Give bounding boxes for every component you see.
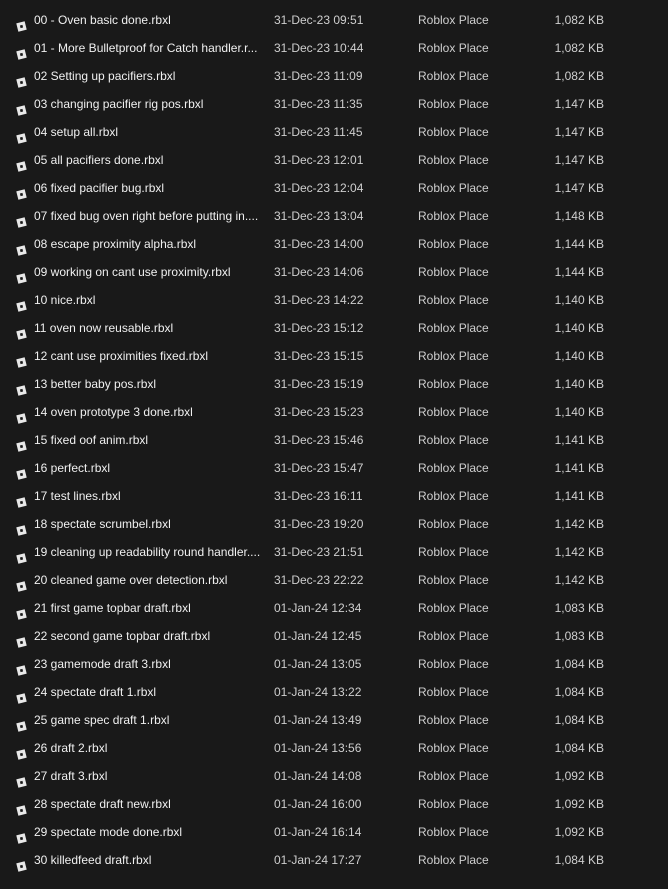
file-size: 1,144 KB: [554, 265, 604, 279]
roblox-file-icon: [16, 42, 27, 53]
roblox-file-icon: [16, 238, 27, 249]
file-type: Roblox Place: [418, 405, 489, 419]
file-row[interactable]: [0, 650, 668, 678]
roblox-file-icon: [16, 434, 27, 445]
file-type: Roblox Place: [418, 69, 489, 83]
file-date-modified: 31-Dec-23 15:19: [274, 377, 364, 391]
file-name: 22 second game topbar draft.rbxl: [34, 629, 211, 643]
file-type: Roblox Place: [418, 349, 489, 363]
file-name: 09 working on cant use proximity.rbxl: [34, 265, 231, 279]
file-row[interactable]: [0, 230, 668, 258]
file-type: Roblox Place: [418, 797, 489, 811]
file-type: Roblox Place: [418, 825, 489, 839]
file-size: 1,147 KB: [554, 181, 604, 195]
file-name: 19 cleaning up readability round handler....: [34, 545, 261, 559]
file-type: Roblox Place: [418, 181, 489, 195]
file-name: 12 cant use proximities fixed.rbxl: [34, 349, 209, 363]
file-row[interactable]: [0, 482, 668, 510]
file-row[interactable]: [0, 398, 668, 426]
file-name: 23 gamemode draft 3.rbxl: [34, 657, 171, 671]
file-name: 08 escape proximity alpha.rbxl: [34, 237, 197, 251]
file-row[interactable]: [0, 62, 668, 90]
file-type: Roblox Place: [418, 713, 489, 727]
file-date-modified: 31-Dec-23 22:22: [274, 573, 364, 587]
file-date-modified: 01-Jan-24 17:27: [274, 853, 362, 867]
roblox-file-icon: [16, 406, 27, 417]
roblox-file-icon: [16, 826, 27, 837]
roblox-file-icon: [16, 378, 27, 389]
file-date-modified: 31-Dec-23 14:00: [274, 237, 364, 251]
file-date-modified: 31-Dec-23 15:23: [274, 405, 364, 419]
roblox-file-icon: [16, 294, 27, 305]
file-size: 1,140 KB: [554, 349, 604, 363]
file-name: 26 draft 2.rbxl: [34, 741, 108, 755]
file-row[interactable]: [0, 622, 668, 650]
file-row[interactable]: [0, 314, 668, 342]
file-name: 25 game spec draft 1.rbxl: [34, 713, 170, 727]
file-date-modified: 31-Dec-23 10:44: [274, 41, 364, 55]
roblox-file-icon: [16, 770, 27, 781]
file-name: 04 setup all.rbxl: [34, 125, 119, 139]
roblox-file-icon: [16, 798, 27, 809]
roblox-file-icon: [16, 266, 27, 277]
roblox-file-icon: [16, 854, 27, 865]
file-date-modified: 31-Dec-23 19:20: [274, 517, 364, 531]
file-type: Roblox Place: [418, 97, 489, 111]
file-type: Roblox Place: [418, 237, 489, 251]
file-row[interactable]: [0, 818, 668, 846]
file-row[interactable]: [0, 34, 668, 62]
file-row[interactable]: [0, 734, 668, 762]
file-size: 1,141 KB: [554, 489, 604, 503]
roblox-file-icon: [16, 630, 27, 641]
file-row[interactable]: [0, 454, 668, 482]
file-date-modified: 31-Dec-23 21:51: [274, 545, 364, 559]
file-date-modified: 01-Jan-24 12:34: [274, 601, 362, 615]
file-row[interactable]: [0, 762, 668, 790]
file-size: 1,142 KB: [554, 573, 604, 587]
file-row[interactable]: [0, 258, 668, 286]
file-size: 1,083 KB: [554, 629, 604, 643]
file-type: Roblox Place: [418, 573, 489, 587]
file-size: 1,092 KB: [554, 797, 604, 811]
file-name: 05 all pacifiers done.rbxl: [34, 153, 164, 167]
file-size: 1,147 KB: [554, 97, 604, 111]
file-row[interactable]: [0, 90, 668, 118]
roblox-file-icon: [16, 182, 27, 193]
file-row[interactable]: [0, 678, 668, 706]
file-size: 1,148 KB: [554, 209, 604, 223]
file-date-modified: 31-Dec-23 14:22: [274, 293, 364, 307]
file-list: [0, 6, 668, 874]
file-name: 20 cleaned game over detection.rbxl: [34, 573, 228, 587]
file-size: 1,084 KB: [554, 685, 604, 699]
file-type: Roblox Place: [418, 769, 489, 783]
file-date-modified: 01-Jan-24 13:49: [274, 713, 362, 727]
roblox-file-icon: [16, 658, 27, 669]
roblox-file-icon: [16, 518, 27, 529]
roblox-file-icon: [16, 126, 27, 137]
roblox-file-icon: [16, 686, 27, 697]
roblox-file-icon: [16, 154, 27, 165]
file-name: 18 spectate scrumbel.rbxl: [34, 517, 171, 531]
roblox-file-icon: [16, 742, 27, 753]
file-date-modified: 01-Jan-24 13:56: [274, 741, 362, 755]
roblox-file-icon: [16, 714, 27, 725]
file-size: 1,084 KB: [554, 657, 604, 671]
roblox-file-icon: [16, 98, 27, 109]
file-name: 16 perfect.rbxl: [34, 461, 111, 475]
file-type: Roblox Place: [418, 517, 489, 531]
roblox-file-icon: [16, 70, 27, 81]
file-date-modified: 31-Dec-23 11:09: [274, 69, 363, 83]
roblox-file-icon: [16, 602, 27, 613]
file-name: 24 spectate draft 1.rbxl: [34, 685, 157, 699]
file-size: 1,092 KB: [554, 769, 604, 783]
file-type: Roblox Place: [418, 125, 489, 139]
file-row[interactable]: [0, 538, 668, 566]
file-size: 1,147 KB: [554, 153, 604, 167]
file-name: 01 - More Bulletproof for Catch handler.r...: [34, 41, 258, 55]
file-name: 27 draft 3.rbxl: [34, 769, 108, 783]
file-date-modified: 31-Dec-23 14:06: [274, 265, 364, 279]
file-size: 1,084 KB: [554, 713, 604, 727]
file-name: 21 first game topbar draft.rbxl: [34, 601, 191, 615]
file-type: Roblox Place: [418, 293, 489, 307]
file-date-modified: 31-Dec-23 15:47: [274, 461, 364, 475]
file-size: 1,140 KB: [554, 321, 604, 335]
file-type: Roblox Place: [418, 377, 489, 391]
file-date-modified: 01-Jan-24 16:00: [274, 797, 362, 811]
file-date-modified: 31-Dec-23 11:45: [274, 125, 363, 139]
file-name: 07 fixed bug oven right before putting in....: [34, 209, 259, 223]
file-date-modified: 31-Dec-23 13:04: [274, 209, 364, 223]
file-row[interactable]: [0, 174, 668, 202]
roblox-file-icon: [16, 14, 27, 25]
file-name: 28 spectate draft new.rbxl: [34, 797, 171, 811]
file-type: Roblox Place: [418, 209, 489, 223]
file-size: 1,082 KB: [554, 41, 604, 55]
file-name: 02 Setting up pacifiers.rbxl: [34, 69, 176, 83]
file-size: 1,084 KB: [554, 741, 604, 755]
file-date-modified: 31-Dec-23 15:46: [274, 433, 364, 447]
file-date-modified: 01-Jan-24 13:22: [274, 685, 362, 699]
file-type: Roblox Place: [418, 741, 489, 755]
file-date-modified: 01-Jan-24 13:05: [274, 657, 362, 671]
file-type: Roblox Place: [418, 321, 489, 335]
file-size: 1,084 KB: [554, 853, 604, 867]
file-name: 29 spectate mode done.rbxl: [34, 825, 183, 839]
file-type: Roblox Place: [418, 41, 489, 55]
file-date-modified: 01-Jan-24 12:45: [274, 629, 362, 643]
file-size: 1,142 KB: [554, 517, 604, 531]
file-name: 10 nice.rbxl: [34, 293, 96, 307]
roblox-file-icon: [16, 574, 27, 585]
file-type: Roblox Place: [418, 461, 489, 475]
file-size: 1,140 KB: [554, 377, 604, 391]
file-row[interactable]: [0, 426, 668, 454]
file-row[interactable]: [0, 566, 668, 594]
file-name: 15 fixed oof anim.rbxl: [34, 433, 149, 447]
file-row[interactable]: [0, 594, 668, 622]
file-type: Roblox Place: [418, 153, 489, 167]
roblox-file-icon: [16, 546, 27, 557]
file-type: Roblox Place: [418, 601, 489, 615]
file-name: 30 killedfeed draft.rbxl: [34, 853, 152, 867]
file-date-modified: 31-Dec-23 15:15: [274, 349, 364, 363]
file-row[interactable]: [0, 146, 668, 174]
file-row[interactable]: [0, 342, 668, 370]
file-name: 00 - Oven basic done.rbxl: [34, 13, 171, 27]
file-date-modified: 31-Dec-23 16:11: [274, 489, 363, 503]
file-date-modified: 31-Dec-23 11:35: [274, 97, 363, 111]
file-row[interactable]: [0, 6, 668, 34]
file-size: 1,082 KB: [554, 69, 604, 83]
file-type: Roblox Place: [418, 853, 489, 867]
file-name: 11 oven now reusable.rbxl: [34, 321, 174, 335]
file-type: Roblox Place: [418, 545, 489, 559]
file-row[interactable]: [0, 370, 668, 398]
file-type: Roblox Place: [418, 265, 489, 279]
file-row[interactable]: [0, 118, 668, 146]
file-row[interactable]: [0, 790, 668, 818]
file-name: 13 better baby pos.rbxl: [34, 377, 157, 391]
file-type: Roblox Place: [418, 629, 489, 643]
file-size: 1,142 KB: [554, 545, 604, 559]
file-size: 1,147 KB: [554, 125, 604, 139]
file-name: 14 oven prototype 3 done.rbxl: [34, 405, 193, 419]
file-date-modified: 01-Jan-24 16:14: [274, 825, 362, 839]
file-date-modified: 31-Dec-23 12:01: [274, 153, 364, 167]
file-row[interactable]: [0, 202, 668, 230]
file-type: Roblox Place: [418, 433, 489, 447]
file-date-modified: 31-Dec-23 15:12: [274, 321, 364, 335]
file-type: Roblox Place: [418, 489, 489, 503]
roblox-file-icon: [16, 210, 27, 221]
roblox-file-icon: [16, 350, 27, 361]
file-name: 17 test lines.rbxl: [34, 489, 121, 503]
roblox-file-icon: [16, 462, 27, 473]
file-size: 1,140 KB: [554, 405, 604, 419]
file-date-modified: 31-Dec-23 12:04: [274, 181, 364, 195]
file-date-modified: 31-Dec-23 09:51: [274, 13, 364, 27]
file-name: 06 fixed pacifier bug.rbxl: [34, 181, 165, 195]
file-type: Roblox Place: [418, 13, 489, 27]
file-row[interactable]: [0, 510, 668, 538]
file-size: 1,082 KB: [554, 13, 604, 27]
file-row[interactable]: [0, 846, 668, 874]
file-type: Roblox Place: [418, 685, 489, 699]
file-name: 03 changing pacifier rig pos.rbxl: [34, 97, 204, 111]
file-date-modified: 01-Jan-24 14:08: [274, 769, 362, 783]
file-size: 1,144 KB: [554, 237, 604, 251]
file-size: 1,140 KB: [554, 293, 604, 307]
file-size: 1,092 KB: [554, 825, 604, 839]
file-size: 1,083 KB: [554, 601, 604, 615]
roblox-file-icon: [16, 490, 27, 501]
file-size: 1,141 KB: [554, 461, 604, 475]
file-size: 1,141 KB: [554, 433, 604, 447]
file-row[interactable]: [0, 286, 668, 314]
roblox-file-icon: [16, 322, 27, 333]
file-type: Roblox Place: [418, 657, 489, 671]
file-row[interactable]: [0, 706, 668, 734]
